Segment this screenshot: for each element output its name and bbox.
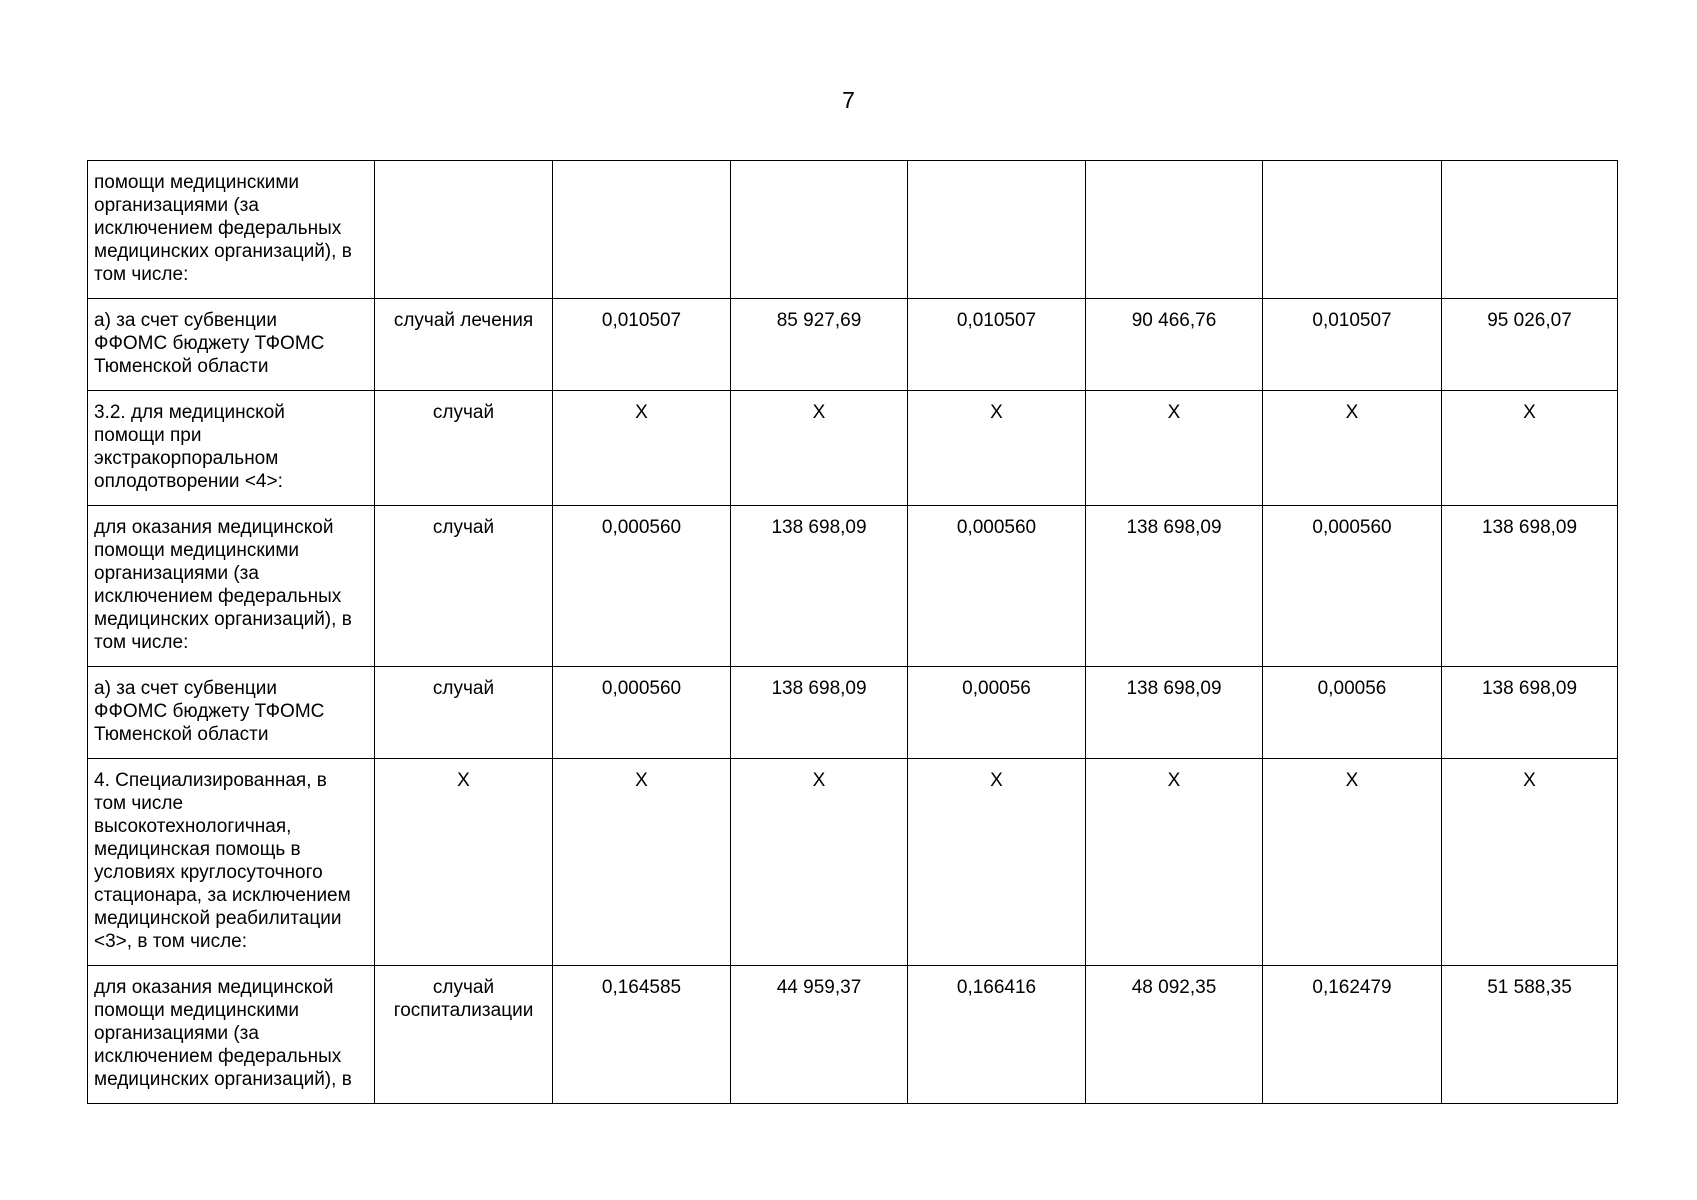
value-cell bbox=[1263, 161, 1442, 299]
row-label-cell: для оказания медицинской помощи медицинскими организациями (за исключением федеральных медицинских организаций), в bbox=[88, 966, 375, 1104]
value-cell: 0,010507 bbox=[1263, 299, 1442, 391]
value-cell: 0,00056 bbox=[908, 667, 1086, 759]
value-cell: X bbox=[1086, 759, 1263, 966]
value-cell: 95 026,07 bbox=[1442, 299, 1618, 391]
table-row bbox=[88, 759, 1618, 966]
value-cell: 138 698,09 bbox=[1086, 506, 1263, 667]
value-cell: X bbox=[553, 391, 731, 506]
value-cell: 0,162479 bbox=[1263, 966, 1442, 1104]
value-cell: 0,00056 bbox=[1263, 667, 1442, 759]
value-cell: 138 698,09 bbox=[1086, 667, 1263, 759]
table-row bbox=[88, 161, 1618, 299]
value-cell: X bbox=[731, 759, 908, 966]
unit-cell: X bbox=[375, 759, 553, 966]
value-cell: 0,000560 bbox=[1263, 506, 1442, 667]
unit-cell: случай bbox=[375, 506, 553, 667]
unit-cell: случай госпитализации bbox=[375, 966, 553, 1104]
unit-cell: случай bbox=[375, 667, 553, 759]
value-cell: 51 588,35 bbox=[1442, 966, 1618, 1104]
row-label-cell: для оказания медицинской помощи медицинскими организациями (за исключением федеральных медицинских организаций), в том числе: bbox=[88, 506, 375, 667]
value-cell: X bbox=[1086, 391, 1263, 506]
value-cell: X bbox=[908, 391, 1086, 506]
table-row bbox=[88, 299, 1618, 391]
value-cell: X bbox=[553, 759, 731, 966]
value-cell: 138 698,09 bbox=[1442, 506, 1618, 667]
value-cell: 138 698,09 bbox=[1442, 667, 1618, 759]
value-cell: 138 698,09 bbox=[731, 667, 908, 759]
unit-cell: случай лечения bbox=[375, 299, 553, 391]
table-row bbox=[88, 966, 1618, 1104]
value-cell: 90 466,76 bbox=[1086, 299, 1263, 391]
value-cell bbox=[731, 161, 908, 299]
table-row bbox=[88, 667, 1618, 759]
value-cell: 85 927,69 bbox=[731, 299, 908, 391]
value-cell: 0,010507 bbox=[908, 299, 1086, 391]
value-cell bbox=[1442, 161, 1618, 299]
value-cell: X bbox=[1442, 759, 1618, 966]
row-label-cell: а) за счет субвенции ФФОМС бюджету ТФОМС Тюменской области bbox=[88, 667, 375, 759]
unit-cell: случай bbox=[375, 391, 553, 506]
value-cell: 0,010507 bbox=[553, 299, 731, 391]
table-row bbox=[88, 391, 1618, 506]
value-cell: 44 959,37 bbox=[731, 966, 908, 1104]
value-cell: 0,164585 bbox=[553, 966, 731, 1104]
value-cell: 0,000560 bbox=[553, 506, 731, 667]
row-label-cell: помощи медицинскими организациями (за исключением федеральных медицинских организаций), в том числе: bbox=[88, 161, 375, 299]
data-table bbox=[87, 160, 1618, 1104]
value-cell: 48 092,35 bbox=[1086, 966, 1263, 1104]
row-label-cell: 4. Специализированная, в том числе высокотехнологичная, медицинская помощь в условиях круглосуточного стационара, за исключением медицинской реабилитации <3>, в том числе: bbox=[88, 759, 375, 966]
unit-cell bbox=[375, 161, 553, 299]
value-cell: 138 698,09 bbox=[731, 506, 908, 667]
value-cell: 0,000560 bbox=[908, 506, 1086, 667]
row-label-cell: а) за счет субвенции ФФОМС бюджету ТФОМС Тюменской области bbox=[88, 299, 375, 391]
row-label-cell: 3.2. для медицинской помощи при экстракорпоральном оплодотворении <4>: bbox=[88, 391, 375, 506]
value-cell: 0,166416 bbox=[908, 966, 1086, 1104]
value-cell: X bbox=[1442, 391, 1618, 506]
value-cell: 0,000560 bbox=[553, 667, 731, 759]
value-cell: X bbox=[908, 759, 1086, 966]
value-cell: X bbox=[1263, 759, 1442, 966]
value-cell: X bbox=[731, 391, 908, 506]
value-cell bbox=[908, 161, 1086, 299]
value-cell bbox=[1086, 161, 1263, 299]
table-row bbox=[88, 506, 1618, 667]
page-number: 7 bbox=[842, 87, 855, 113]
value-cell bbox=[553, 161, 731, 299]
value-cell: X bbox=[1263, 391, 1442, 506]
